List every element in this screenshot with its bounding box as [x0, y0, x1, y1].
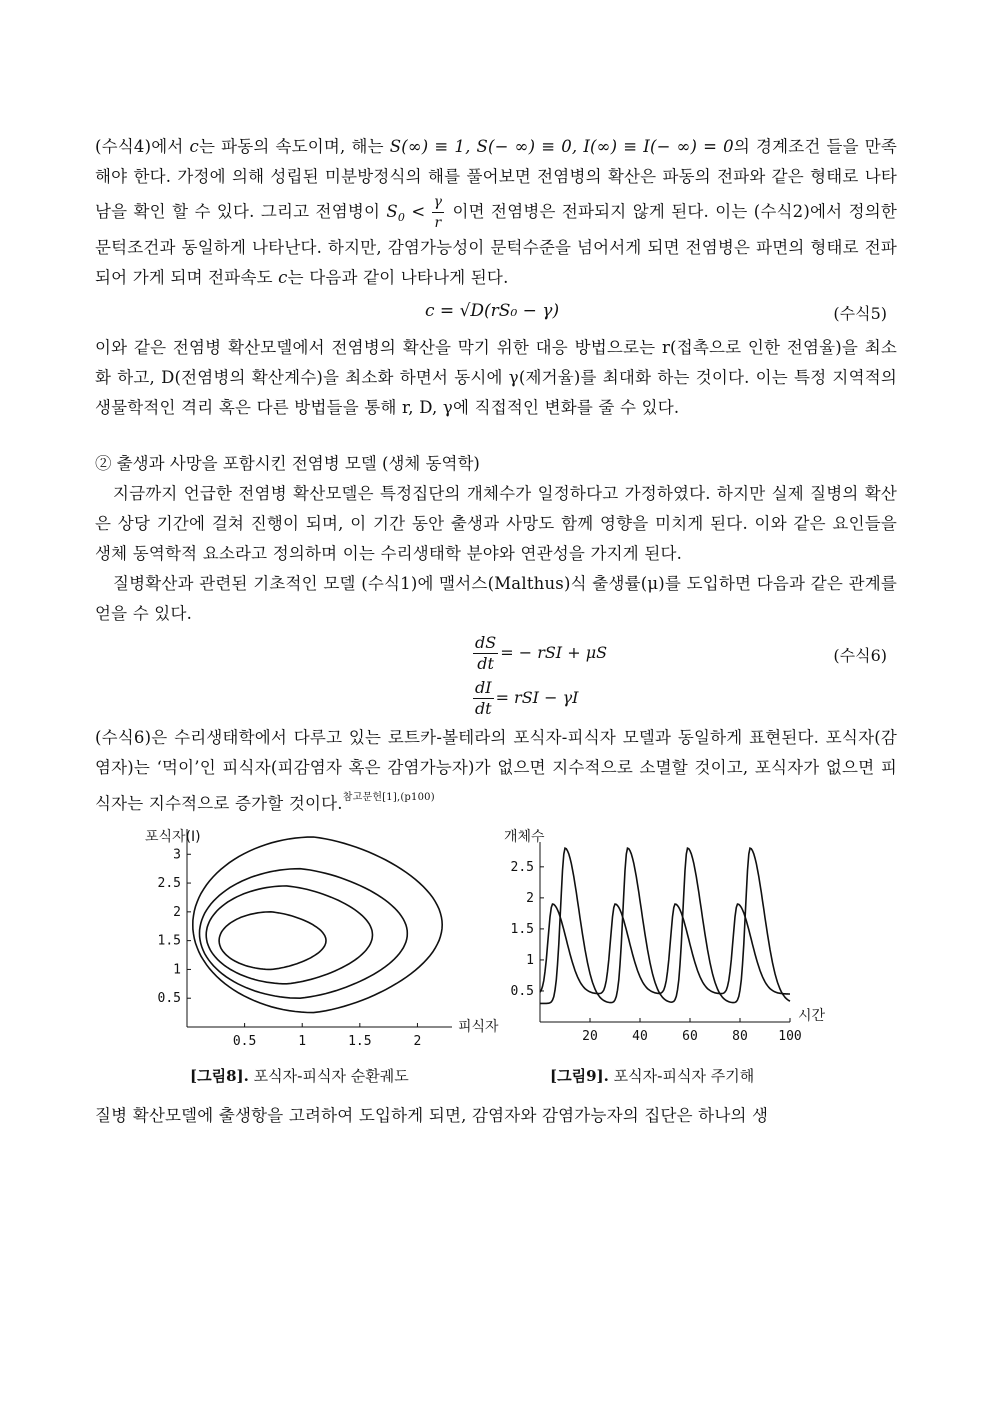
x-tick-label: 80: [732, 1029, 748, 1044]
paragraph-1: (수식4)에서 c는 파동의 속도이며, 해는 S(∞) ≡ 1, S(− ∞) ≡ 0, I(∞) ≡ I(− ∞) = 0의 경계조건 들을 만족해야 한다. 가정에 의해 성립된 미분방정식의 해를 풀어보면 전염병의 확산은 파동의 전파와 같은 형태로 나타남을 확인 할 수 있다. 그리고 전염병이 $S_0$ < $\frac{\gamma}{r}$ 이면 전염병은 전파되지 않게 된다. 이는 (수식2)에서 정의한 문턱조건과 동일하게 나타난다. 하지만, 감염가능성이 문턱수준을 넘어서게 되면 전염병은 파면의 형태로 전파되어 가게 되며 전파속도 c는 다음과 같이 나타나게 된다.: [95, 137, 897, 287]
orbit-1: [219, 912, 326, 970]
equation-5-body: c = √D(rS₀ − γ): [425, 301, 560, 321]
y-axis-label: 개체수: [504, 829, 545, 845]
equation-5: [95, 293, 897, 333]
y-tick-label: 1.5: [510, 921, 534, 937]
x-tick-label: 100: [778, 1029, 802, 1044]
section-heading: ② 출생과 사망을 포함시킨 전염병 모델 (생체 동역학): [95, 454, 480, 473]
x-tick-label: 60: [682, 1029, 698, 1044]
y-tick-label: 2.5: [510, 859, 534, 875]
paragraph-2: 이와 같은 전염병 확산모델에서 전염병의 확산을 막기 위한 대응 방법으로는 r(접촉으로 인한 전염율)을 최소화 하고, D(전염병의 확산계수)을 최소화 하면서 동시에 γ(제거율)를 최대화 하는 것이다. 이는 특정 지역적의 생물학적인 격리 혹은 다른 방법들을 통해 r, D, γ에 직접적인 변화를 줄 수 있다.: [95, 338, 897, 417]
equation-5-number: (수식5): [833, 304, 887, 323]
x-axis-label: 피식자: [458, 1019, 499, 1035]
figure-9-chart: [500, 827, 880, 1057]
boundary-condition: S(∞) ≡ 1, S(− ∞) ≡ 0, I(∞) ≡ I(− ∞) = 0: [389, 137, 734, 156]
y-tick-label: 2.5: [157, 876, 181, 892]
x-tick-label: 0.5: [232, 1034, 257, 1049]
series-1-line: [540, 848, 790, 1003]
y-tick-label: 2: [173, 904, 181, 920]
figure-9-caption: [그림9]. 포식자-피식자 주기해: [550, 1067, 755, 1085]
equation-6: $\frac{dS}{dt}$ = − rSI + μS $\frac{dI}{dt}$ = rSI − γI (수식6): [474, 633, 887, 718]
y-tick-label: 1.5: [157, 933, 181, 949]
y-tick-label: 0.5: [157, 991, 181, 1007]
reference-note: 참고문헌[1],(p100): [342, 792, 435, 803]
y-tick-label: 1: [526, 952, 534, 968]
y-tick-label: 0.5: [510, 983, 534, 999]
x-tick-label: 40: [632, 1029, 648, 1044]
x-tick-label: 1: [298, 1034, 307, 1049]
x-tick-label: 2: [413, 1034, 422, 1049]
y-axis-label: 포식자(I): [145, 829, 201, 845]
paragraph-6: 질병 확산모델에 출생항을 고려하여 도입하게 되면, 감염자와 감염가능자의 집단은 하나의 생: [95, 1106, 769, 1125]
y-tick-label: 3: [173, 847, 181, 863]
paragraph-4: 질병확산과 관련된 기초적인 모델 (수식1)에 맬서스(Malthus)식 출생률(μ)를 도입하면 다음과 같은 관계를 얻을 수 있다.: [95, 574, 897, 623]
orbit-4: [193, 837, 442, 1013]
x-tick-label: 20: [582, 1029, 598, 1044]
x-axis-label: 시간: [798, 1008, 826, 1024]
figure-8-caption: [그림8]. 포식자-피식자 순환궤도: [190, 1067, 409, 1085]
paragraph-3: 지금까지 언급한 전염병 확산모델은 특정집단의 개체수가 일정하다고 가정하였다. 하지만 실제 질병의 확산은 상당 기간에 걸쳐 진행이 되며, 이 기간 동안 출생과 사망도 함께 영향을 미치게 된다. 이와 같은 요인들을 생체 동역학적 요소라고 정의하며 이는 수리생태학 분야와 연관성을 가지게 된다.: [95, 484, 897, 563]
series-2-line: [540, 904, 790, 994]
paragraph-5: (수식6)은 수리생태학에서 다루고 있는 로트카-볼테라의 포식자-피식자 모델과 동일하게 표현된다. 포식자(감염자)는 ‘먹이’인 피식자(피감염자 혹은 감염가능자)가 없으면 지수적으로 소멸할 것이고, 포식자가 없으면 피식자는 지수적으로 증가할 것이다.$^{참고문헌[1],(p100)}$: [95, 728, 897, 813]
orbit-2: [206, 886, 372, 984]
y-tick-label: 2: [526, 890, 534, 906]
page-body: [95, 132, 897, 1131]
y-tick-label: 1: [173, 962, 181, 978]
figure-area: [95, 827, 897, 1097]
x-tick-label: 1.5: [348, 1034, 372, 1049]
figure-8-chart: [145, 827, 505, 1057]
equation-6-number: (수식6): [833, 646, 887, 665]
